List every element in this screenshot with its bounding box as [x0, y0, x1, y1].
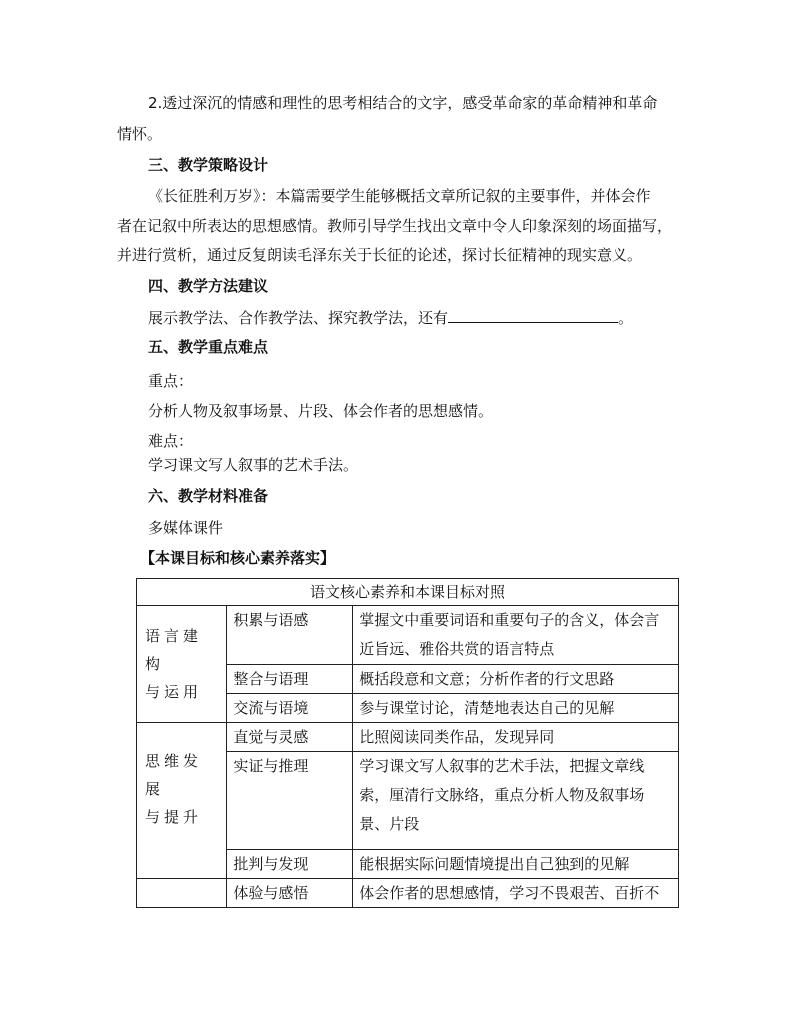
goal-cell — [353, 606, 679, 665]
goal-cell: 比照阅读同类作品，发现异同 — [353, 723, 679, 752]
section-3-line-3: 并进行赏析，通过反复朗读毛泽东关于长征的论述，探讨长征精神的现实意义。 — [117, 246, 643, 264]
category-cell — [137, 723, 227, 879]
goal-cell: 能根据实际问题情境提出自己独到的见解 — [353, 850, 679, 879]
goal-cell: 体会作者的思想感情，学习不畏艰苦、百折不 — [353, 879, 679, 908]
section-3-line-1: 《长征胜利万岁》：本篇需要学生能够概括文章所记叙的主要事件，并体会作 — [148, 187, 651, 205]
goal-cell: 概括段意和文意；分析作者的行文思路 — [353, 665, 679, 694]
item-cell: 直觉与灵感 — [227, 723, 353, 752]
literacy-goals-table — [136, 578, 679, 908]
table-title: 语文核心素养和本课目标对照 — [137, 579, 679, 606]
table-heading: 【本课目标和核心素养落实】 — [140, 549, 336, 567]
section-6-heading: 六、教学材料准备 — [148, 487, 269, 505]
section-4-heading: 四、教学方法建议 — [148, 277, 269, 295]
goal-2-line-1: 2.透过深沉的情感和理性的思考相结合的文字，感受革命家的革命精神和革命 — [148, 94, 658, 112]
table-row — [137, 723, 679, 752]
section-4-methods: 展示教学法、合作教学法、探究教学法，还有 — [148, 309, 449, 327]
key-point-label: 重点： — [148, 372, 194, 390]
category-line-2: 与运用 — [145, 683, 203, 701]
section-4-text — [148, 307, 633, 328]
section-5-heading: 五、教学重点难点 — [148, 338, 269, 356]
item-cell: 批判与发现 — [227, 850, 353, 879]
goal-text: 掌握文中重要词语和重要句子的含义，体会言近旨远、雅俗共赏的语言特点 — [359, 611, 660, 658]
table-row — [137, 879, 679, 908]
difficulty-text: 学习课文写人叙事的艺术手法。 — [148, 456, 359, 474]
category-line-1: 语言建构 — [145, 627, 203, 673]
fill-in-blank[interactable] — [448, 307, 618, 323]
category-line-1: 思维发展 — [145, 752, 203, 798]
key-point-text: 分析人物及叙事场景、片段、体会作者的思想感情。 — [148, 402, 494, 420]
item-cell: 整合与语理 — [227, 665, 353, 694]
section-3-heading: 三、教学策略设计 — [148, 156, 269, 174]
item-cell: 体验与感悟 — [227, 879, 353, 908]
item-cell: 实证与推理 — [227, 752, 353, 850]
category-cell — [137, 606, 227, 723]
difficulty-label: 难点： — [148, 432, 194, 450]
goal-cell: 参与课堂讨论，清楚地表达自己的见解 — [353, 694, 679, 723]
table-title-row — [137, 579, 679, 606]
table-row — [137, 606, 679, 665]
item-cell: 积累与语感 — [227, 606, 353, 665]
section-3-line-2: 者在记叙中所表达的思想感情。教师引导学生找出文章中令人印象深刻的场面描写， — [117, 217, 673, 235]
section-4-period: 。 — [618, 309, 634, 327]
goal-2-line-2: 情怀。 — [117, 125, 163, 143]
goal-cell — [353, 752, 679, 850]
goal-text: 学习课文写人叙事的艺术手法，把握文章线索，厘清行文脉络，重点分析人物及叙事场景、片段 — [359, 757, 645, 833]
section-6-text: 多媒体课件 — [148, 519, 224, 537]
category-line-2: 与提升 — [145, 808, 203, 826]
category-cell — [137, 879, 227, 908]
item-cell: 交流与语境 — [227, 694, 353, 723]
